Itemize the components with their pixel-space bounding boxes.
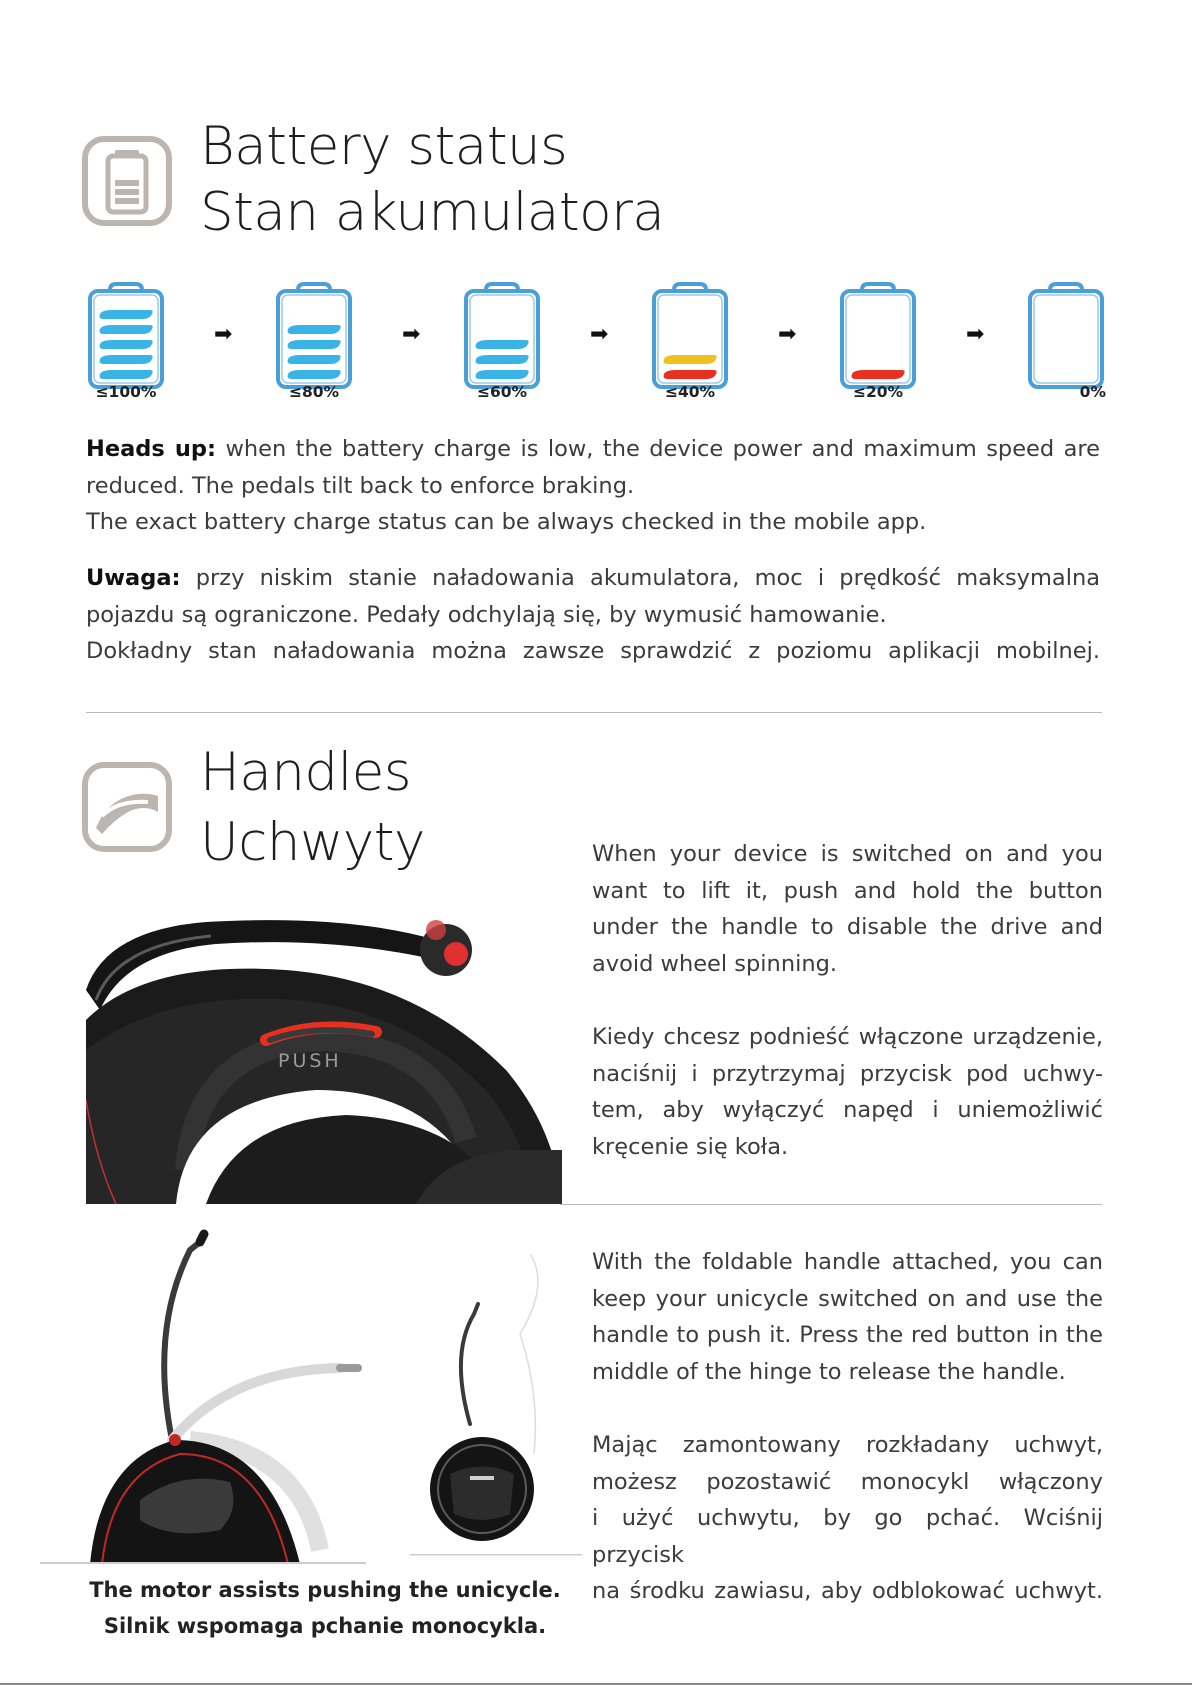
battery-level-icon — [838, 282, 918, 390]
heads-up-line3: The exact battery charge status can be always checked in the mobile app. — [86, 509, 927, 535]
battery-bar — [100, 370, 153, 379]
fold-pl-line: na środku zawiasu, aby odblokować uchwyt. — [592, 1578, 1103, 1604]
battery-level-4 — [838, 282, 918, 401]
battery-bar — [288, 355, 341, 364]
lift-pl-line: naciśnij i przytrzymaj przycisk pod uchwy- — [592, 1060, 1103, 1087]
handles-title-en: Handles — [200, 742, 412, 803]
handle-photo — [86, 900, 562, 1204]
battery-level-label: ≤40% — [664, 383, 716, 401]
lift-en-paragraph — [592, 836, 1103, 982]
arrow-right-icon: ➡ — [966, 322, 985, 347]
lift-en-line: want to lift it, push and hold the button — [592, 877, 1103, 904]
battery-bar — [288, 325, 341, 334]
arrow-right-icon: ➡ — [778, 322, 797, 347]
battery-bar — [664, 370, 717, 379]
fold-en-line: middle of the hinge to release the handle. — [592, 1358, 1066, 1385]
battery-level-label: ≤100% — [95, 383, 157, 401]
battery-bar — [476, 340, 529, 349]
battery-bar — [100, 340, 153, 349]
battery-bar — [288, 370, 341, 379]
fold-pl-line: możesz pozostawić monocykl włączony — [592, 1468, 1103, 1495]
arrow-right-icon: ➡ — [402, 322, 421, 347]
caption-pl: Silnik wspomaga pchanie monocykla. — [103, 1614, 547, 1638]
battery-level-5 — [1026, 282, 1106, 401]
fold-en-line: keep your unicycle switched on and use the — [592, 1285, 1103, 1312]
battery-level-icon — [274, 282, 354, 390]
unicycle-photo-large — [40, 1210, 366, 1564]
handle-icon — [88, 768, 166, 846]
battery-title-pl: Stan akumulatora — [200, 182, 665, 243]
lift-pl-line: kręcenie się koła. — [592, 1133, 789, 1160]
uwaga-line1: przy niskim stanie naładowania akumulatora, moc i prędkość maksymalna — [180, 565, 1100, 591]
battery-level-2 — [462, 282, 542, 401]
uwaga-paragraph — [86, 560, 1100, 670]
battery-level-icon — [1026, 282, 1106, 390]
heads-up-line2: reduced. The pedals tilt back to enforce braking. — [86, 472, 635, 499]
heads-up-line1: when the battery charge is low, the device power and maximum speed are — [216, 436, 1100, 462]
battery-level-label: ≤60% — [476, 383, 528, 401]
battery-level-icon — [462, 282, 542, 390]
battery-level-0 — [86, 282, 166, 401]
lift-en-line: When your device is switched on and you — [592, 841, 1103, 867]
battery-bar — [664, 355, 717, 364]
battery-title-en: Battery status — [200, 116, 568, 177]
battery-bar — [476, 355, 529, 364]
fold-en-paragraph — [592, 1244, 1103, 1390]
battery-level-3 — [650, 282, 730, 401]
fold-en-line: handle to push it. Press the red button in the — [592, 1322, 1103, 1348]
handles-title-pl: Uchwyty — [200, 812, 425, 873]
battery-bar — [852, 370, 905, 379]
fold-pl-paragraph — [592, 1427, 1103, 1610]
battery-level-1 — [274, 282, 354, 401]
battery-level-label: ≤80% — [288, 383, 340, 401]
battery-bar — [100, 355, 153, 364]
battery-bar — [288, 340, 341, 349]
push-label: PUSH — [278, 1050, 342, 1072]
handles-section-icon — [82, 762, 172, 852]
battery-bar — [100, 325, 153, 334]
unicycle-photo-small — [410, 1214, 582, 1564]
section-divider — [86, 712, 1102, 713]
battery-level-label: ≤20% — [852, 383, 904, 401]
handle-divider — [560, 1204, 1102, 1205]
battery-icon — [88, 142, 166, 220]
fold-pl-line: i użyć uchwytu, by go pchać. Wciśnij przycisk — [592, 1505, 1103, 1568]
battery-level-icon — [86, 282, 166, 390]
fold-pl-line: Mając zamontowany rozkładany uchwyt, — [592, 1432, 1103, 1458]
battery-level-label: 0% — [1079, 383, 1106, 401]
arrow-right-icon: ➡ — [214, 322, 233, 347]
lift-pl-line: tem, aby wyłączyć napęd i uniemożliwić — [592, 1097, 1103, 1123]
uwaga-lead: Uwaga: — [86, 565, 181, 591]
fold-en-line: With the foldable handle attached, you can — [592, 1249, 1103, 1275]
arrow-right-icon: ➡ — [590, 322, 609, 347]
lift-pl-line: Kiedy chcesz podnieść włączone urządzenie, — [592, 1024, 1103, 1050]
heads-up-paragraph — [86, 431, 1100, 541]
lift-pl-paragraph — [592, 1019, 1103, 1165]
uwaga-line2: pojazdu są ograniczone. Pedały odchylają się, by wymusić hamowanie. — [86, 601, 887, 628]
caption-en: The motor assists pushing the unicycle. — [89, 1578, 561, 1602]
battery-section-icon — [82, 136, 172, 226]
battery-bar — [476, 370, 529, 379]
battery-level-icon — [650, 282, 730, 390]
lift-en-line: under the handle to disable the drive and — [592, 914, 1103, 940]
battery-bar — [100, 310, 153, 319]
heads-up-lead: Heads up: — [86, 436, 217, 462]
uwaga-line3: Dokładny stan naładowania można zawsze sprawdzić z poziomu aplikacji mobilnej. — [86, 638, 1100, 664]
lift-en-line: avoid wheel spinning. — [592, 950, 838, 977]
